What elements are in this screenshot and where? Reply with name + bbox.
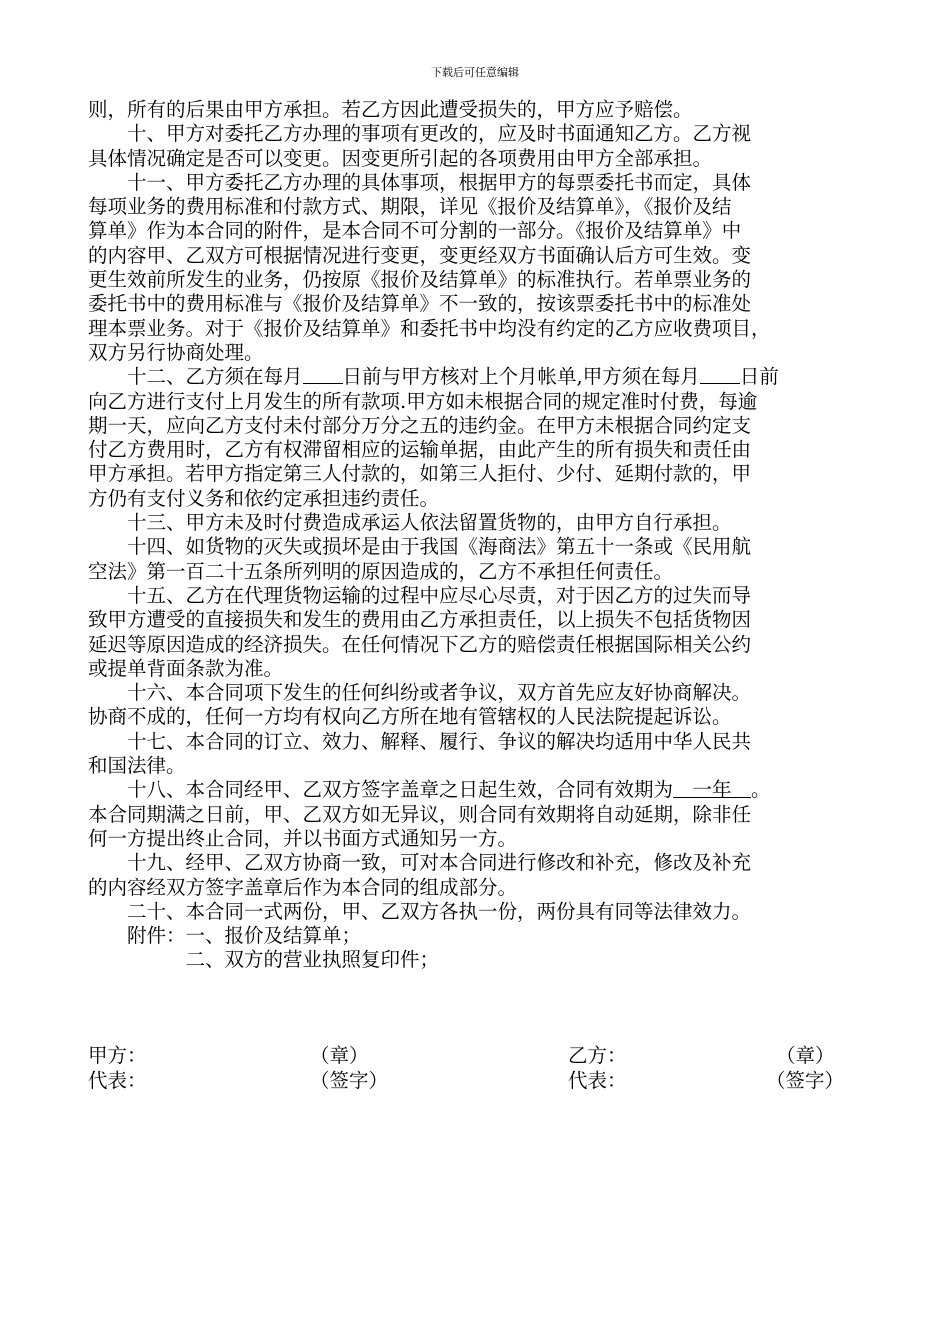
party-b-label: 乙方：	[568, 1044, 627, 1067]
text-line: 致甲方遭受的直接损失和发生的费用由乙方承担责任，以上损失不包括货物因	[88, 608, 752, 632]
clause-12-text-a: 十二、乙方须在每月	[88, 365, 303, 389]
text-line: 十四、如货物的灭失或损坏是由于我国《海商法》第五十一条或《民用航	[88, 535, 752, 559]
contract-term: 一年	[673, 778, 752, 802]
text-line: 每项业务的费用标准和付款方式、期限，详见《报价及结算单》，《报价及结	[88, 195, 732, 219]
clause-18-text-a: 十八、本合同经甲、乙双方签字盖章之日起生效，合同有效期为	[88, 778, 674, 802]
date-blank-2[interactable]	[700, 365, 740, 384]
text-line: 十五、乙方在代理货物运输的过程中应尽心尽责，对于因乙方的过失而导	[88, 583, 752, 607]
text-line: 付乙方费用时，乙方有权滞留相应的运输单据，由此产生的所有损失和责任由	[88, 438, 752, 462]
text-line: 具体情况确定是否可以变更。因变更所引起的各项费用由甲方全部承担。	[88, 146, 713, 170]
text-line: 方仍有支付义务和依约定承担违约责任。	[88, 486, 440, 510]
signature-row-sign	[88, 1069, 862, 1093]
text-line: 协商不成的，任何一方均有权向乙方所在地有管辖权的人民法院提起诉讼。	[88, 705, 732, 729]
text-line: 本合同期满之日前，甲、乙双方如无异议，则合同有效期将自动延期，除非任	[88, 802, 752, 826]
text-line: 何一方提出终止合同，并以书面方式通知另一方。	[88, 826, 518, 850]
clause-18-text-c: 。	[751, 778, 771, 802]
text-line: 委托书中的费用标准与《报价及结算单》不一致的，按该票委托书中的标准处	[88, 292, 752, 316]
text-line: 十三、甲方未及时付费造成承运人依法留置货物的，由甲方自行承担。	[88, 511, 732, 535]
text-line: 则，所有的后果由甲方承担。若乙方因此遭受损失的，甲方应予赔偿。	[88, 98, 693, 121]
text-line: 附件：一、报价及结算单；	[88, 924, 362, 948]
signature-row-seal	[88, 1044, 862, 1068]
party-a-label: 甲方：	[88, 1044, 147, 1067]
page-header: 下载后可任意编辑	[431, 66, 519, 79]
text-line: 理本票业务。对于《报价及结算单》和委托书中均没有约定的乙方应收费项目，	[88, 316, 771, 340]
clause-12-text-c: 日前	[739, 365, 779, 389]
clause-18-line	[88, 778, 862, 802]
text-line: 更生效前所发生的业务，仍按原《报价及结算单》的标准执行。若单票业务的	[88, 268, 752, 292]
text-line: 十一、甲方委托乙方办理的具体事项，根据甲方的每票委托书而定，具体	[88, 170, 752, 194]
text-line: 二十、本合同一式两份，甲、乙双方各执一份，两份具有同等法律效力。	[88, 899, 752, 923]
text-line: 二、双方的营业执照复印件；	[88, 948, 440, 972]
text-line: 十六、本合同项下发生的任何纠纷或者争议，双方首先应友好协商解决。	[88, 681, 752, 705]
text-line: 期一天，应向乙方支付未付部分万分之五的违约金。在甲方未根据合同约定支	[88, 413, 752, 437]
clause-12-line	[88, 365, 862, 389]
text-line: 延迟等原因造成的经济损失。在任何情况下乙方的赔偿责任根据国际相关公约	[88, 632, 752, 656]
party-a-rep-label: 代表：	[88, 1069, 147, 1092]
text-line: 或提单背面条款为准。	[88, 656, 284, 680]
text-line: 十九、经甲、乙双方协商一致，可对本合同进行修改和补充，修改及补充	[88, 851, 752, 875]
text-line: 算单》作为本合同的附件，是本合同不可分割的一部分。《报价及结算单》中	[88, 219, 742, 243]
text-line: 十七、本合同的订立、效力、解释、履行、争议的解决均适用中华人民共	[88, 729, 752, 753]
text-line: 的内容甲、乙双方可根据情况进行变更，变更经双方书面确认后方可生效。变	[88, 243, 752, 267]
party-b-rep-label: 代表：	[568, 1069, 627, 1092]
text-line: 双方另行协商处理。	[88, 340, 264, 364]
text-line: 的内容经双方签字盖章后作为本合同的组成部分。	[88, 875, 518, 899]
party-a-seal: （章）	[310, 1044, 369, 1067]
date-blank-1[interactable]	[303, 365, 343, 384]
text-line: 十、甲方对委托乙方办理的事项有更改的，应及时书面通知乙方。乙方视	[88, 122, 752, 146]
clause-12-text-b: 日前与甲方核对上个月帐单,甲方须在每月	[342, 365, 700, 389]
party-b-seal: （章）	[776, 1044, 835, 1067]
text-line: 向乙方进行支付上月发生的所有款项.甲方如未根据合同的规定准时付费，每逾	[88, 389, 758, 413]
contract-body	[88, 98, 862, 973]
text-line: 甲方承担。若甲方指定第三人付款的，如第三人拒付、少付、延期付款的，甲	[88, 462, 752, 486]
party-a-sign: （签字）	[310, 1069, 389, 1092]
party-b-sign: （签字）	[766, 1069, 845, 1092]
text-line: 和国法律。	[88, 754, 186, 778]
text-line: 空法》第一百二十五条所列明的原因造成的，乙方不承担任何责任。	[88, 559, 674, 583]
